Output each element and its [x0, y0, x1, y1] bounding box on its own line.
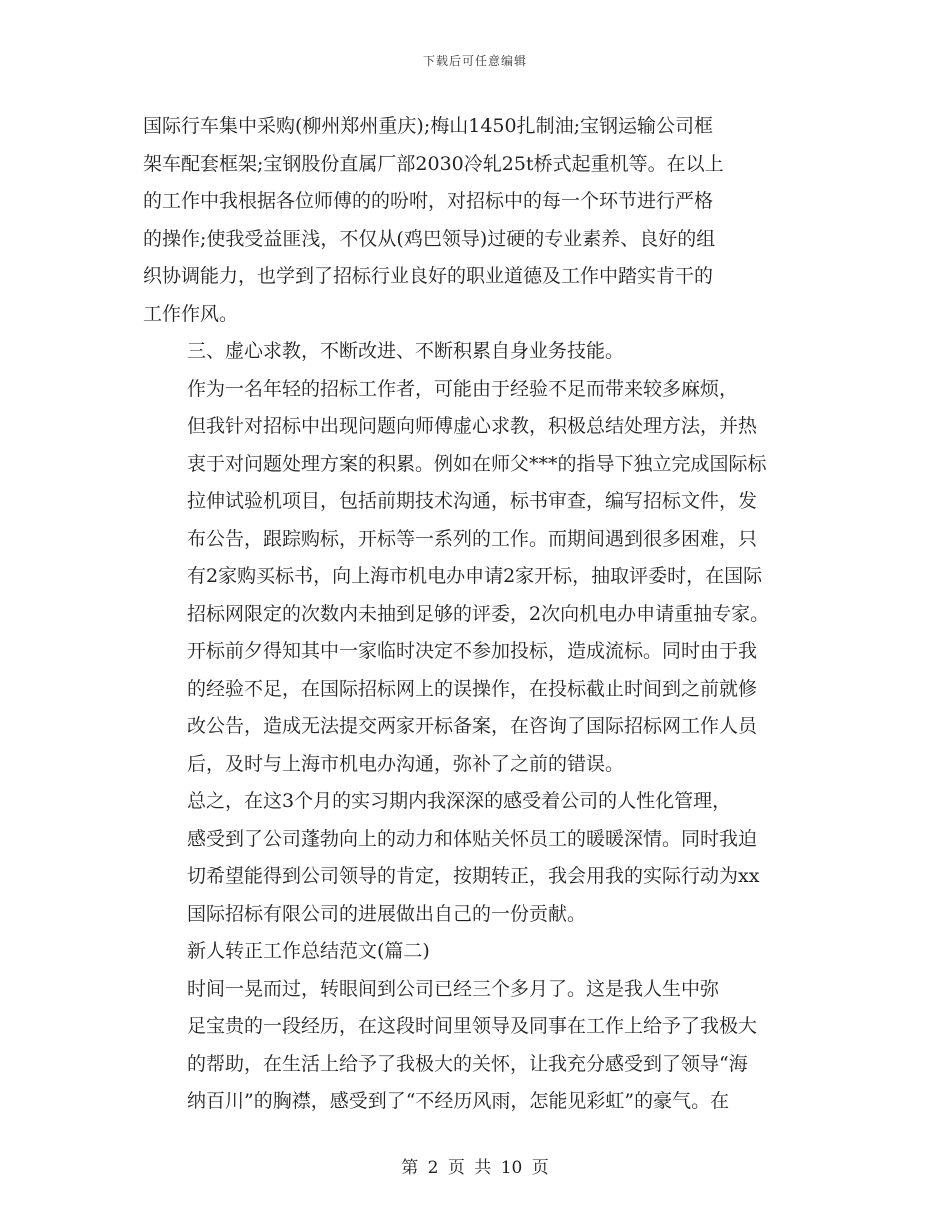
- page-header: 下载后可任意编辑: [422, 54, 527, 68]
- paragraph: [143, 933, 813, 971]
- text-line: 纳百川”的胸襟，感受到了“不经历风雨，怎能见彩虹”的豪气。在: [187, 1090, 730, 1112]
- text-line: 总之，在这3个月的实习期内我深深的感受着公司的人性化管理，: [187, 790, 732, 812]
- text-line: 后，及时与上海市机电办沟通，弥补了之前的错误。: [187, 752, 625, 775]
- text-line: 国际行车集中采购(柳州郑州重庆);梅山1450扎制油;宝钢运输公司框: [143, 115, 713, 137]
- text-line: 开标前夕得知其中一家临时决定不参加投标，造成流标。同时由于我: [187, 640, 758, 662]
- text-line: 的操作;使我受益匪浅，不仅从(鸡巴领导)过硬的专业素养、良好的组: [143, 227, 716, 250]
- text-line: 的工作中我根据各位师傅的的吩咐，对招标中的每一个环节进行严格: [143, 190, 714, 212]
- text-line: 有2家购买标书，向上海市机电办申请2家开标，抽取评委时，在国际: [187, 565, 763, 587]
- text-line: 架车配套框架;宝钢股份直属厂部2030冷轧25t桥式起重机等。在以上: [143, 152, 724, 175]
- paragraph: [143, 971, 813, 1121]
- text-line: 改公告，造成无法提交两家开标备案，在咨询了国际招标网工作人员: [187, 715, 758, 737]
- text-line: 的经验不足，在国际招标网上的误操作，在投标截止时间到之前就修: [187, 677, 758, 700]
- paragraph: [143, 333, 813, 371]
- text-line: 的帮助，在生活上给予了我极大的关怀，让我充分感受到了领导“海: [187, 1052, 748, 1075]
- text-line: 新人转正工作总结范文(篇二): [187, 940, 430, 962]
- text-line: 国际招标有限公司的进展做出自己的一份贡献。: [187, 902, 587, 925]
- paragraph: [143, 783, 813, 933]
- text-line: 拉伸试验机项目，包括前期技术沟通，标书审查，编写招标文件，发: [187, 490, 758, 512]
- paragraph: [143, 108, 813, 333]
- text-line: 切希望能得到公司领导的肯定，按期转正，我会用我的实际行动为xx: [187, 865, 760, 887]
- text-line: 感受到了公司蓬勃向上的动力和体贴关怀员工的暖暖深情。同时我迫: [187, 827, 758, 850]
- text-line: 工作作风。: [143, 302, 239, 325]
- text-line: 时间一晃而过，转眼间到公司已经三个多月了。这是我人生中弥: [187, 977, 720, 1000]
- text-line: 作为一名年轻的招标工作者，可能由于经验不足而带来较多麻烦，: [187, 377, 739, 400]
- paragraph: [143, 371, 813, 784]
- text-line: 三、虚心求教，不断改进、不断积累自身业务技能。: [187, 340, 625, 362]
- text-line: 布公告，跟踪购标，开标等一系列的工作。而期间遇到很多困难，只: [187, 527, 758, 550]
- text-line: 衷于对问题处理方案的积累。例如在师父***的指导下独立完成国际标: [187, 452, 767, 475]
- text-line: 招标网限定的次数内未抽到足够的评委，2次向机电办申请重抽专家。: [187, 602, 770, 625]
- text-line: 但我针对招标中出现问题向师傅虚心求教，积极总结处理方法，并热: [187, 415, 758, 437]
- page-footer: 第 2 页 共 10 页: [401, 1158, 549, 1178]
- text-line: 织协调能力，也学到了招标行业良好的职业道德及工作中踏实肯干的: [143, 265, 714, 287]
- text-line: 足宝贵的一段经历，在这段时间里领导及同事在工作上给予了我极大: [187, 1015, 758, 1037]
- document-body: [143, 108, 813, 1121]
